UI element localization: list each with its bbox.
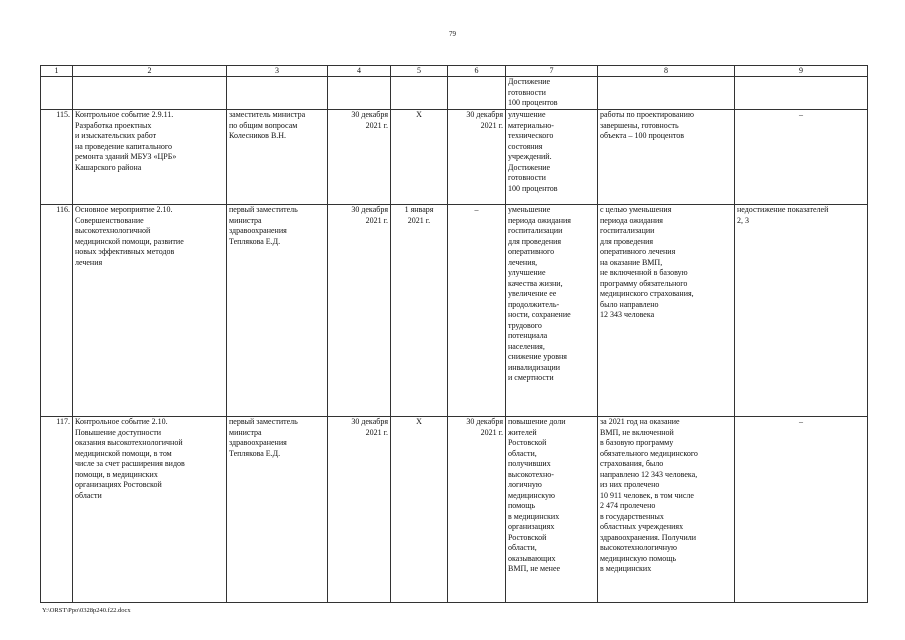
actual-result: работы по проектированию завершены, готовность объекта – 100 процентов: [598, 110, 735, 205]
responsible-person: первый заместитель министра здравоохранения Теплякова Е.Д.: [227, 417, 328, 603]
table-cell: [73, 77, 227, 110]
table-cell: [448, 77, 506, 110]
header-cell: 1: [41, 66, 73, 77]
table-cell: [41, 77, 73, 110]
table-cell: [227, 77, 328, 110]
row-number: 117.: [41, 417, 73, 603]
expected-result: улучшение материально- технического состояния учреждений. Достижение готовности 100 процентов: [506, 110, 598, 205]
table-row-116: [41, 205, 868, 417]
result-cell: Достижение готовности 100 процентов: [506, 77, 598, 110]
header-cell: 4: [328, 66, 391, 77]
start-date: 1 января 2021 г.: [391, 205, 448, 417]
file-path-footer: Y:\ORST\Ppo\0328p240.f22.docx: [42, 607, 131, 614]
expected-result: повышение доли жителей Ростовской области, получивших высокотехно- логичную медицинскую помощь в медицинских организациях Ростовской области, оказывающих ВМП, не менее: [506, 417, 598, 603]
end-date: –: [448, 205, 506, 417]
header-cell: 8: [598, 66, 735, 77]
header-cell: 5: [391, 66, 448, 77]
event-name: Основное мероприятие 2.10. Совершенствование высокотехнологичной медицинской помощи, развитие новых эффективных методов лечения: [73, 205, 227, 417]
notes: –: [735, 110, 868, 205]
expected-result: уменьшение периода ожидания госпитализации для проведения оперативного лечения, улучшение качества жизни, увеличение ее продолжитель- ности, сохранение трудового потенциала населения, снижение уровня инвалидизации и смертности: [506, 205, 598, 417]
event-name: Контрольное событие 2.10. Повышение доступности оказания высокотехнологичной медицинской помощи, в том числе за счет расширения видов помощи, в медицинских организациях Ростовской области: [73, 417, 227, 603]
header-cell: 3: [227, 66, 328, 77]
header-cell: 9: [735, 66, 868, 77]
notes: –: [735, 417, 868, 603]
table-cell: [328, 77, 391, 110]
actual-result: за 2021 год на оказание ВМП, не включенной в базовую программу обязательного медицинского страхования, было направлено 12 343 человека, из них пролечено 10 911 человек, в том числе 2 474 пролечено в государственных областных учреждениях здравоохранения. Получили высокотехнологичную медицинскую помощь в медицинских: [598, 417, 735, 603]
table-row-115: [41, 110, 868, 205]
responsible-person: первый заместитель министра здравоохранения Теплякова Е.Д.: [227, 205, 328, 417]
end-date: 30 декабря 2021 г.: [448, 110, 506, 205]
header-cell: 6: [448, 66, 506, 77]
table-cell: [598, 77, 735, 110]
actual-result: с целью уменьшения периода ожидания госпитализации для проведения оперативного лечения на оказание ВМП, не включенной в базовую программу обязательного медицинского страхования, было направлено 12 343 человека: [598, 205, 735, 417]
row-number: 116.: [41, 205, 73, 417]
planned-date: 30 декабря 2021 г.: [328, 417, 391, 603]
table-row-117: [41, 417, 868, 603]
table-cell: [735, 77, 868, 110]
end-date: 30 декабря 2021 г.: [448, 417, 506, 603]
header-row: [41, 66, 868, 77]
start-date: Х: [391, 417, 448, 603]
planned-date: 30 декабря 2021 г.: [328, 205, 391, 417]
page-number: 79: [449, 30, 456, 38]
header-cell: 7: [506, 66, 598, 77]
header-cell: 2: [73, 66, 227, 77]
table-cell: [391, 77, 448, 110]
event-name: Контрольное событие 2.9.11. Разработка проектных и изыскательских работ на проведение капитального ремонта зданий МБУЗ «ЦРБ» Кашарского района: [73, 110, 227, 205]
responsible-person: заместитель министра по общим вопросам Колесников В.Н.: [227, 110, 328, 205]
report-table: [40, 65, 868, 603]
start-date: Х: [391, 110, 448, 205]
row-number: 115.: [41, 110, 73, 205]
continuation-row: [41, 77, 868, 110]
notes: недостижение показателей 2, 3: [735, 205, 868, 417]
planned-date: 30 декабря 2021 г.: [328, 110, 391, 205]
